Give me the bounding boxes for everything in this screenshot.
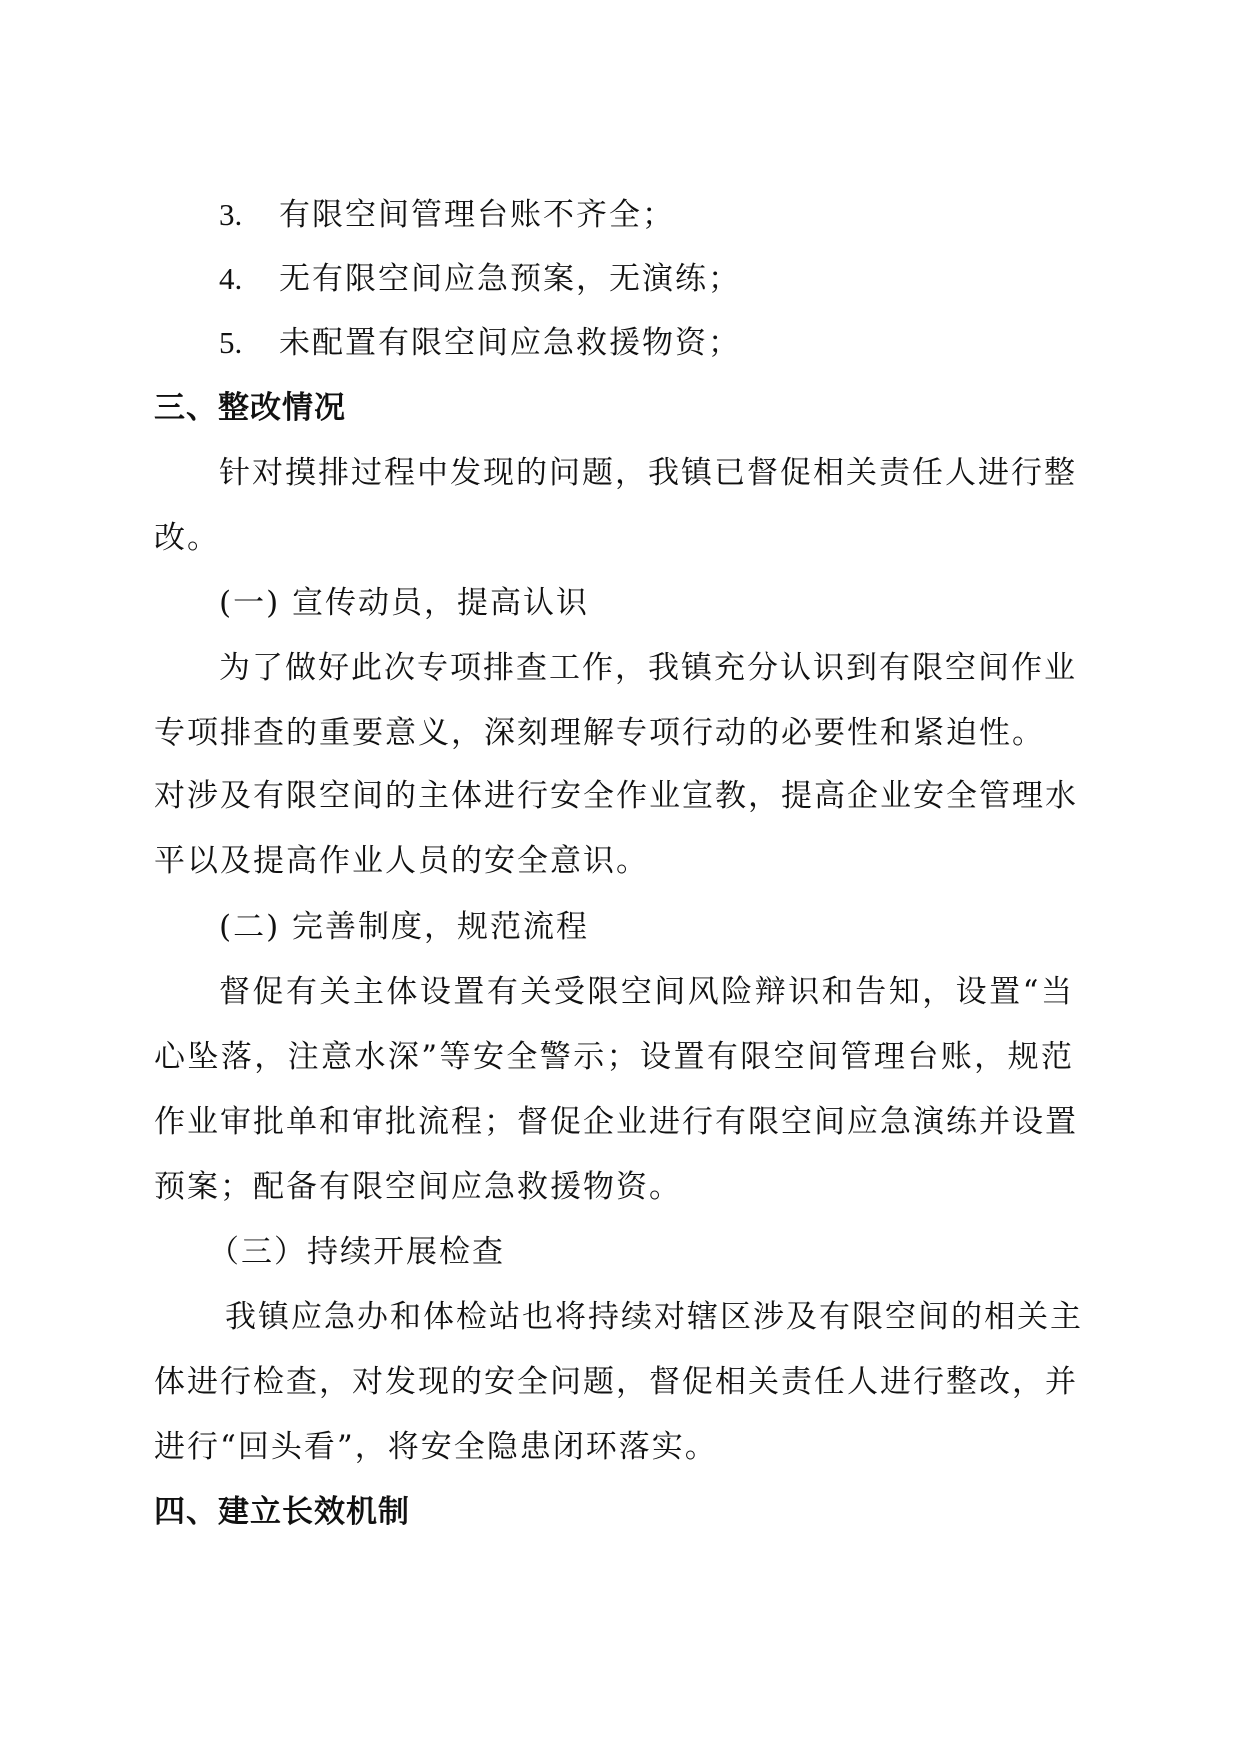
list-item (219, 323, 741, 363)
list-item-number: 3. (219, 197, 243, 232)
paragraph-line: 作业审批单和审批流程；督促企业进行有限空间应急演练并设置 (154, 1104, 1078, 1140)
subsection-heading-3: （三）持续开展检查 (208, 1234, 505, 1270)
paragraph-line: 针对摸排过程中发现的问题，我镇已督促相关责任人进行整 (219, 455, 1077, 491)
list-item-text: 有限空间管理台账不齐全； (279, 197, 675, 233)
subsection-heading-2: (二) 完善制度，规范流程 (219, 909, 590, 945)
list-item (219, 195, 675, 235)
paragraph-line: 心坠落，注意水深”等安全警示；设置有限空间管理台账，规范 (154, 1039, 1074, 1075)
paragraph-line: 体进行检查，对发现的安全问题，督促相关责任人进行整改，并 (154, 1364, 1078, 1400)
paragraph-line: 督促有关主体设置有关受限空间风险辩识和告知，设置“当 (219, 974, 1074, 1010)
paragraph-line: 改。 (154, 520, 220, 556)
paragraph-line: 专项排查的重要意义，深刻理解专项行动的必要性和紧迫性。 (154, 715, 1045, 751)
paragraph-line: 对涉及有限空间的主体进行安全作业宣教，提高企业安全管理水 (154, 778, 1078, 814)
paragraph-line: 我镇应急办和体检站也将持续对辖区涉及有限空间的相关主 (225, 1299, 1083, 1335)
list-item-number: 5. (219, 325, 243, 360)
list-item-text: 未配置有限空间应急救援物资； (279, 325, 741, 361)
paragraph-line: 预案；配备有限空间应急救援物资。 (154, 1169, 682, 1205)
paragraph-line: 为了做好此次专项排查工作，我镇充分认识到有限空间作业 (219, 650, 1077, 686)
section-heading-3: 三、整改情况 (154, 390, 346, 426)
paragraph-line: 进行“回头看”，将安全隐患闭环落实。 (154, 1429, 718, 1465)
list-item (219, 259, 741, 299)
paragraph-line: 平以及提高作业人员的安全意识。 (154, 843, 649, 879)
list-item-number: 4. (219, 261, 243, 296)
section-heading-4: 四、建立长效机制 (154, 1494, 410, 1530)
subsection-heading-1: (一) 宣传动员，提高认识 (219, 585, 590, 621)
list-item-text: 无有限空间应急预案，无演练； (279, 261, 741, 297)
